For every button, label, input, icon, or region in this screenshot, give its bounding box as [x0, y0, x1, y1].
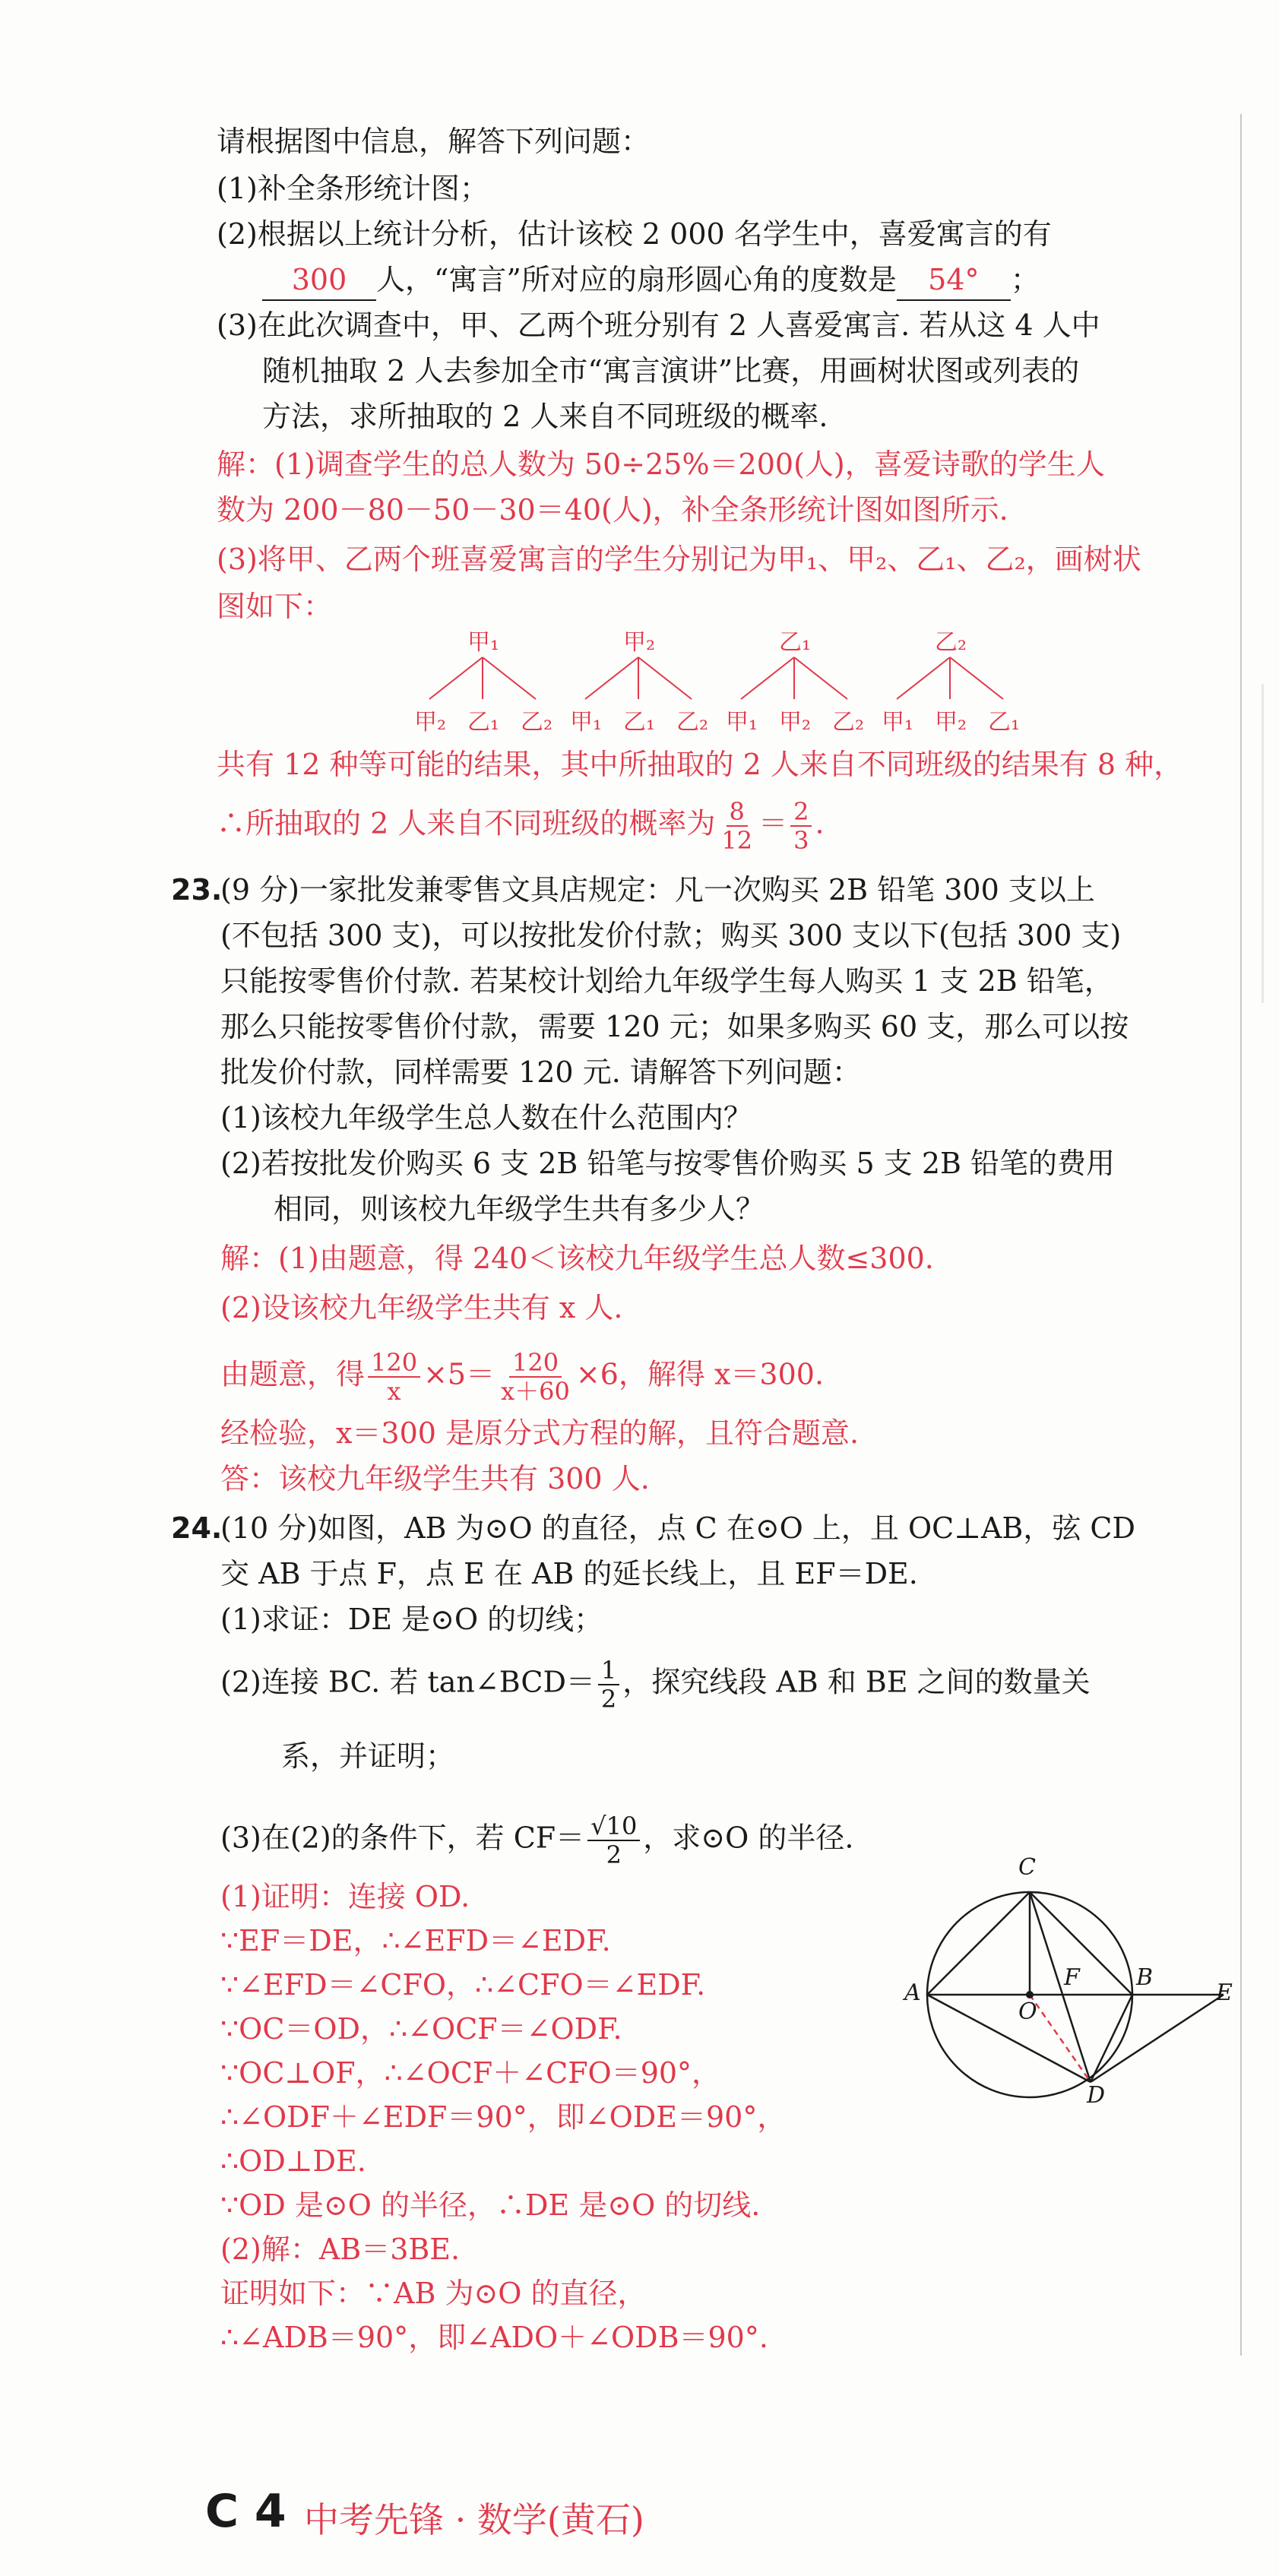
- q24-sol-line: 证明如下：∵AB 为⊙O 的直径，: [220, 2277, 647, 2310]
- q24-sol-line: ∵∠EFD＝∠CFO，∴∠CFO＝∠EDF.: [220, 1968, 706, 2002]
- q23-sol-5: 答：该校九年级学生共有 300 人.: [220, 1462, 650, 1495]
- tree-leaf: 甲₂: [414, 709, 447, 736]
- fig-label-d: D: [1087, 2082, 1106, 2109]
- q24-sol-line: ∴∠ODF＋∠EDF＝90°，即∠ODE＝90°，: [220, 2100, 787, 2134]
- fig-label-b: B: [1136, 1964, 1154, 1991]
- q22-sol-5: 共有 12 种等可能的结果，其中所抽取的 2 人来自不同班级的结果有 8 种，: [217, 748, 1183, 781]
- tree-leaf: 甲₁: [570, 709, 603, 736]
- tree-root-2: 甲₂: [623, 629, 656, 656]
- q23-number: 23.: [171, 873, 223, 907]
- tree-leaf: 乙₁: [467, 709, 500, 736]
- q22-part3-a: (3)在此次调查中，甲、乙两个班分别有 2 人喜爱寓言. 若从这 4 人中: [217, 309, 1100, 342]
- q22-part3-b: 随机抽取 2 人去参加全市“寓言演讲”比赛，用画树状图或列表的: [262, 354, 1080, 388]
- q22-part2-line2: 300 人，“寓言”所对应的扇形圆心角的度数是 54° ；: [262, 260, 1040, 301]
- line-cb: [1030, 1892, 1132, 1995]
- tree-leaf: 乙₂: [832, 709, 865, 736]
- q22-intro: 请根据图中信息，解答下列问题：: [217, 125, 651, 158]
- line-ca: [927, 1892, 1030, 1995]
- fig-label-o: O: [1018, 1998, 1037, 2025]
- q24-part2-a: (2)连接 BC. 若 tan∠BCD＝ $\frac{1}{2}$ ，探究线段 AB 和 BE 之间的数量关: [220, 1656, 1091, 1714]
- q24-sol-line: ∵OC＝OD，∴∠OCF＝∠ODF.: [220, 2012, 622, 2046]
- q23-line-5: 批发价付款，同样需要 120 元. 请解答下列问题：: [220, 1055, 861, 1089]
- q23-line-1: (9 分)一家批发兼零售文具店规定：凡一次购买 2B 铅笔 300 支以上: [220, 873, 1095, 907]
- q22-sol-1: 解：(1)调查学生的总人数为 50÷25%＝200(人)，喜爱诗歌的学生人: [217, 448, 1105, 481]
- point-o: [1026, 1991, 1034, 1998]
- fig-label-a: A: [904, 1979, 921, 2006]
- q23-line-3: 只能按零售价付款. 若某校计划给九年级学生每人购买 1 支 2B 铅笔，: [220, 964, 1113, 998]
- q23-sol-1: 解：(1)由题意，得 240＜该校九年级学生总人数≤300.: [220, 1242, 934, 1275]
- tree-root-3: 乙₁: [779, 629, 812, 656]
- tree-leaf: 甲₁: [726, 709, 758, 736]
- tree-branches-1: [429, 657, 536, 699]
- fig-label-f: F: [1064, 1964, 1080, 1991]
- answer-blank-2: 54°: [897, 260, 1011, 301]
- tree-leaf: 乙₁: [988, 709, 1021, 736]
- tree-leaf: 乙₂: [676, 709, 709, 736]
- q24-line-2: 交 AB 于点 F，点 E 在 AB 的延长线上，且 EF＝DE.: [220, 1557, 918, 1590]
- q24-part2-c: 系，并证明；: [281, 1739, 455, 1773]
- tree-leaf: 甲₁: [882, 709, 914, 736]
- q24-sol-line: (2)解：AB＝3BE.: [220, 2233, 461, 2266]
- q22-sol-4: 图如下：: [217, 590, 333, 623]
- q23-part1: (1)该校九年级学生总人数在什么范围内？: [220, 1101, 752, 1135]
- fig-label-e: E: [1216, 1979, 1233, 2006]
- tree-leaf: 甲₂: [935, 709, 967, 736]
- q24-number: 24.: [171, 1511, 223, 1545]
- line-od-dashed: [1030, 1995, 1091, 2082]
- q23-part2-b: 相同，则该校九年级学生共有多少人？: [274, 1192, 765, 1226]
- q24-part1: (1)求证：DE 是⊙O 的切线；: [220, 1603, 603, 1636]
- tree-diagram: [395, 623, 1155, 745]
- q24-sol-line: ∴∠ADB＝90°，即∠ADO＋∠ODB＝90°.: [220, 2321, 768, 2354]
- answer-blank-1: 300: [262, 260, 376, 301]
- q22-part1: (1)补全条形统计图；: [217, 172, 489, 205]
- tree-leaf: 乙₁: [623, 709, 656, 736]
- fig-label-c: C: [1018, 1854, 1036, 1881]
- q22-sol-6: ∴所抽取的 2 人来自不同班级的概率为 $\frac{8}{12}$ ＝ $\frac{2}{3}$ .: [217, 797, 825, 855]
- q22-sol-3: (3)将甲、乙两个班喜爱寓言的学生分别记为甲₁、甲₂、乙₁、乙₂，画树状: [217, 543, 1141, 576]
- q24-sol-line: ∴OD⊥DE.: [220, 2144, 366, 2178]
- q23-sol-3: 由题意，得 $\frac{120}{x}$ ×5＝ $\frac{120}{x+60}$ ×6，解得 x＝300.: [220, 1348, 825, 1406]
- tree-branches-4: [897, 657, 1003, 699]
- q23-line-2: (不包括 300 支)，可以按批发价付款；购买 300 支以下(包括 300 支): [220, 919, 1122, 952]
- tree-leaf: 甲₂: [779, 709, 812, 736]
- tree-root-1: 甲₁: [467, 629, 500, 656]
- tree-root-4: 乙₂: [935, 629, 967, 656]
- q24-sol-line: ∵EF＝DE，∴∠EFD＝∠EDF.: [220, 1924, 611, 1957]
- q22-sol-2: 数为 200－80－50－30＝40(人)，补全条形统计图如图所示.: [217, 493, 1008, 527]
- q24-line-1: (10 分)如图，AB 为⊙O 的直径，点 C 在⊙O 上，且 OC⊥AB，弦 CD: [220, 1511, 1135, 1545]
- q22-part2-a: (2)根据以上统计分析，估计该校 2 000 名学生中，喜爱寓言的有: [217, 217, 1052, 251]
- tree-branches-2: [585, 657, 692, 699]
- tree-branches-3: [741, 657, 847, 699]
- book-title: 中考先锋 · 数学(黄石): [304, 2499, 644, 2540]
- q23-part2-a: (2)若按批发价购买 6 支 2B 铅笔与按零售价购买 5 支 2B 铅笔的费用: [220, 1147, 1116, 1180]
- q22-part3-c: 方法，求所抽取的 2 人来自不同班级的概率.: [262, 400, 828, 433]
- q24-sol-line: ∵OD 是⊙O 的半径，∴DE 是⊙O 的切线.: [220, 2188, 761, 2222]
- q23-line-4: 那么只能按零售价付款，需要 120 元；如果多购买 60 支，那么可以按: [220, 1010, 1129, 1043]
- q24-sol-line: ∵OC⊥OF，∴∠OCF＋∠CFO＝90°，: [220, 2056, 721, 2090]
- q23-sol-2: (2)设该校九年级学生共有 x 人.: [220, 1291, 623, 1324]
- q23-sol-4: 经检验，x＝300 是原分式方程的解，且符合题意.: [220, 1416, 860, 1450]
- q24-sol-line: (1)证明：连接 OD.: [220, 1880, 470, 1913]
- margin-rule-secondary: [1262, 684, 1264, 1003]
- page-code: C 4: [205, 2485, 287, 2538]
- tree-leaf: 乙₂: [521, 709, 553, 736]
- q24-part3: (3)在(2)的条件下，若 CF＝ $\frac{√10}{2}$ ，求⊙O 的半径.: [220, 1812, 854, 1869]
